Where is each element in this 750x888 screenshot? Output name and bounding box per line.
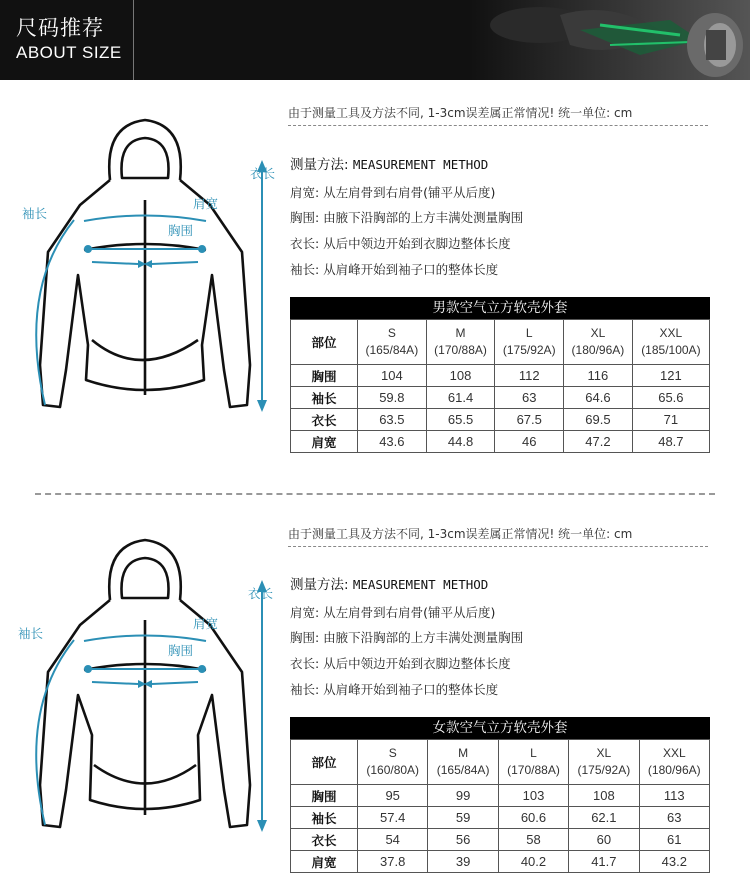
measurement-note: 由于测量工具及方法不同, 1-3cm误差属正常情况! 统一单位: cm (288, 106, 633, 120)
shoulder-label: 肩宽 (193, 616, 219, 631)
sleeve-label: 袖长 (22, 206, 48, 221)
size-col: M (165/84A) (428, 740, 498, 785)
cell: 65.6 (632, 387, 709, 409)
size-col: XL (180/96A) (564, 320, 633, 365)
table-row (291, 829, 710, 851)
cell: 39 (428, 851, 498, 873)
cell: 65.5 (426, 409, 495, 431)
cell: 47.2 (564, 431, 633, 453)
size-col: L (175/92A) (495, 320, 564, 365)
size-col: S (160/80A) (358, 740, 428, 785)
cell: 59 (428, 807, 498, 829)
row-label: 衣长 (291, 409, 358, 431)
method-shoulder: 肩宽: 从左肩骨到右肩骨(铺平从后度) (290, 185, 496, 200)
method-sleeve: 袖长: 从肩峰开始到袖子口的整体长度 (290, 682, 499, 697)
cell: 41.7 (569, 851, 639, 873)
cell: 113 (639, 785, 709, 807)
cell: 60 (569, 829, 639, 851)
row-label: 衣长 (291, 829, 358, 851)
method-length: 衣长: 从后中领边开始到衣脚边整体长度 (290, 236, 511, 251)
row-label: 肩宽 (291, 431, 358, 453)
cell: 56 (428, 829, 498, 851)
cell: 43.2 (639, 851, 709, 873)
method-chest: 胸围: 由腋下沿胸部的上方丰满处测量胸围 (290, 630, 524, 645)
chest-label: 胸围 (168, 643, 194, 658)
size-col: XXL (180/96A) (639, 740, 709, 785)
chest-inner-arrow-left (92, 682, 138, 684)
hood-outline (109, 540, 181, 600)
chest-label: 胸围 (168, 223, 194, 238)
cell: 112 (495, 365, 564, 387)
cell: 40.2 (498, 851, 568, 873)
cell: 95 (358, 785, 428, 807)
shoulder-label: 肩宽 (193, 196, 219, 211)
method-title-en: MEASUREMENT METHOD (352, 577, 489, 592)
size-col: S (165/84A) (358, 320, 427, 365)
measurement-note: 由于测量工具及方法不同, 1-3cm误差属正常情况! 统一单位: cm (288, 527, 633, 541)
header-label: 部位 (291, 320, 358, 365)
cell: 99 (428, 785, 498, 807)
size-col: M (170/88A) (426, 320, 495, 365)
size-col: XXL (185/100A) (632, 320, 709, 365)
jacket-diagram (0, 520, 290, 860)
method-title (290, 573, 488, 593)
cell: 58 (498, 829, 568, 851)
row-label: 袖长 (291, 807, 358, 829)
row-label: 胸围 (291, 785, 358, 807)
cell: 62.1 (569, 807, 639, 829)
table-row (291, 807, 710, 829)
table-title: 女款空气立方软壳外套 (290, 717, 710, 739)
table-row (291, 851, 710, 873)
method-shoulder: 肩宽: 从左肩骨到右肩骨(铺平从后度) (290, 605, 496, 620)
cell: 57.4 (358, 807, 428, 829)
method-chest: 胸围: 由腋下沿胸部的上方丰满处测量胸围 (290, 210, 524, 225)
note-underline (288, 546, 708, 547)
method-title-cn: 测量方法: (290, 157, 349, 173)
size-table (290, 739, 710, 873)
cell: 59.8 (358, 387, 427, 409)
length-label: 衣长 (250, 166, 276, 181)
cell: 108 (569, 785, 639, 807)
table-header-row (291, 740, 710, 785)
method-title-cn: 测量方法: (290, 577, 349, 593)
cell: 44.8 (426, 431, 495, 453)
method-length: 衣长: 从后中领边开始到衣脚边整体长度 (290, 656, 511, 671)
chest-inner-arrow-right (152, 682, 198, 684)
cell: 64.6 (564, 387, 633, 409)
cell: 116 (564, 365, 633, 387)
cell: 71 (632, 409, 709, 431)
cell: 61.4 (426, 387, 495, 409)
header-title-cn: 尺码推荐 (16, 16, 104, 40)
cell: 121 (632, 365, 709, 387)
face-opening (121, 558, 168, 598)
length-label: 衣长 (248, 586, 274, 601)
cell: 69.5 (564, 409, 633, 431)
cell: 103 (498, 785, 568, 807)
cell: 43.6 (358, 431, 427, 453)
cell: 46 (495, 431, 564, 453)
header-title-en: ABOUT SIZE (16, 43, 122, 62)
cell: 67.5 (495, 409, 564, 431)
sleeve-label: 袖长 (18, 626, 44, 641)
cell: 63.5 (358, 409, 427, 431)
cell: 48.7 (632, 431, 709, 453)
cell: 61 (639, 829, 709, 851)
method-title-en: MEASUREMENT METHOD (352, 157, 489, 172)
table-title: 男款空气立方软壳外套 (290, 297, 710, 319)
cell: 54 (358, 829, 428, 851)
method-sleeve: 袖长: 从肩峰开始到袖子口的整体长度 (290, 262, 499, 277)
cell: 63 (639, 807, 709, 829)
row-label: 肩宽 (291, 851, 358, 873)
cell: 104 (358, 365, 427, 387)
cell: 60.6 (498, 807, 568, 829)
size-col: L (170/88A) (498, 740, 568, 785)
cell: 37.8 (358, 851, 428, 873)
row-label: 胸围 (291, 365, 358, 387)
header-label: 部位 (291, 740, 358, 785)
cell: 63 (495, 387, 564, 409)
table-row (291, 785, 710, 807)
row-label: 袖长 (291, 387, 358, 409)
cell: 108 (426, 365, 495, 387)
size-col: XL (175/92A) (569, 740, 639, 785)
